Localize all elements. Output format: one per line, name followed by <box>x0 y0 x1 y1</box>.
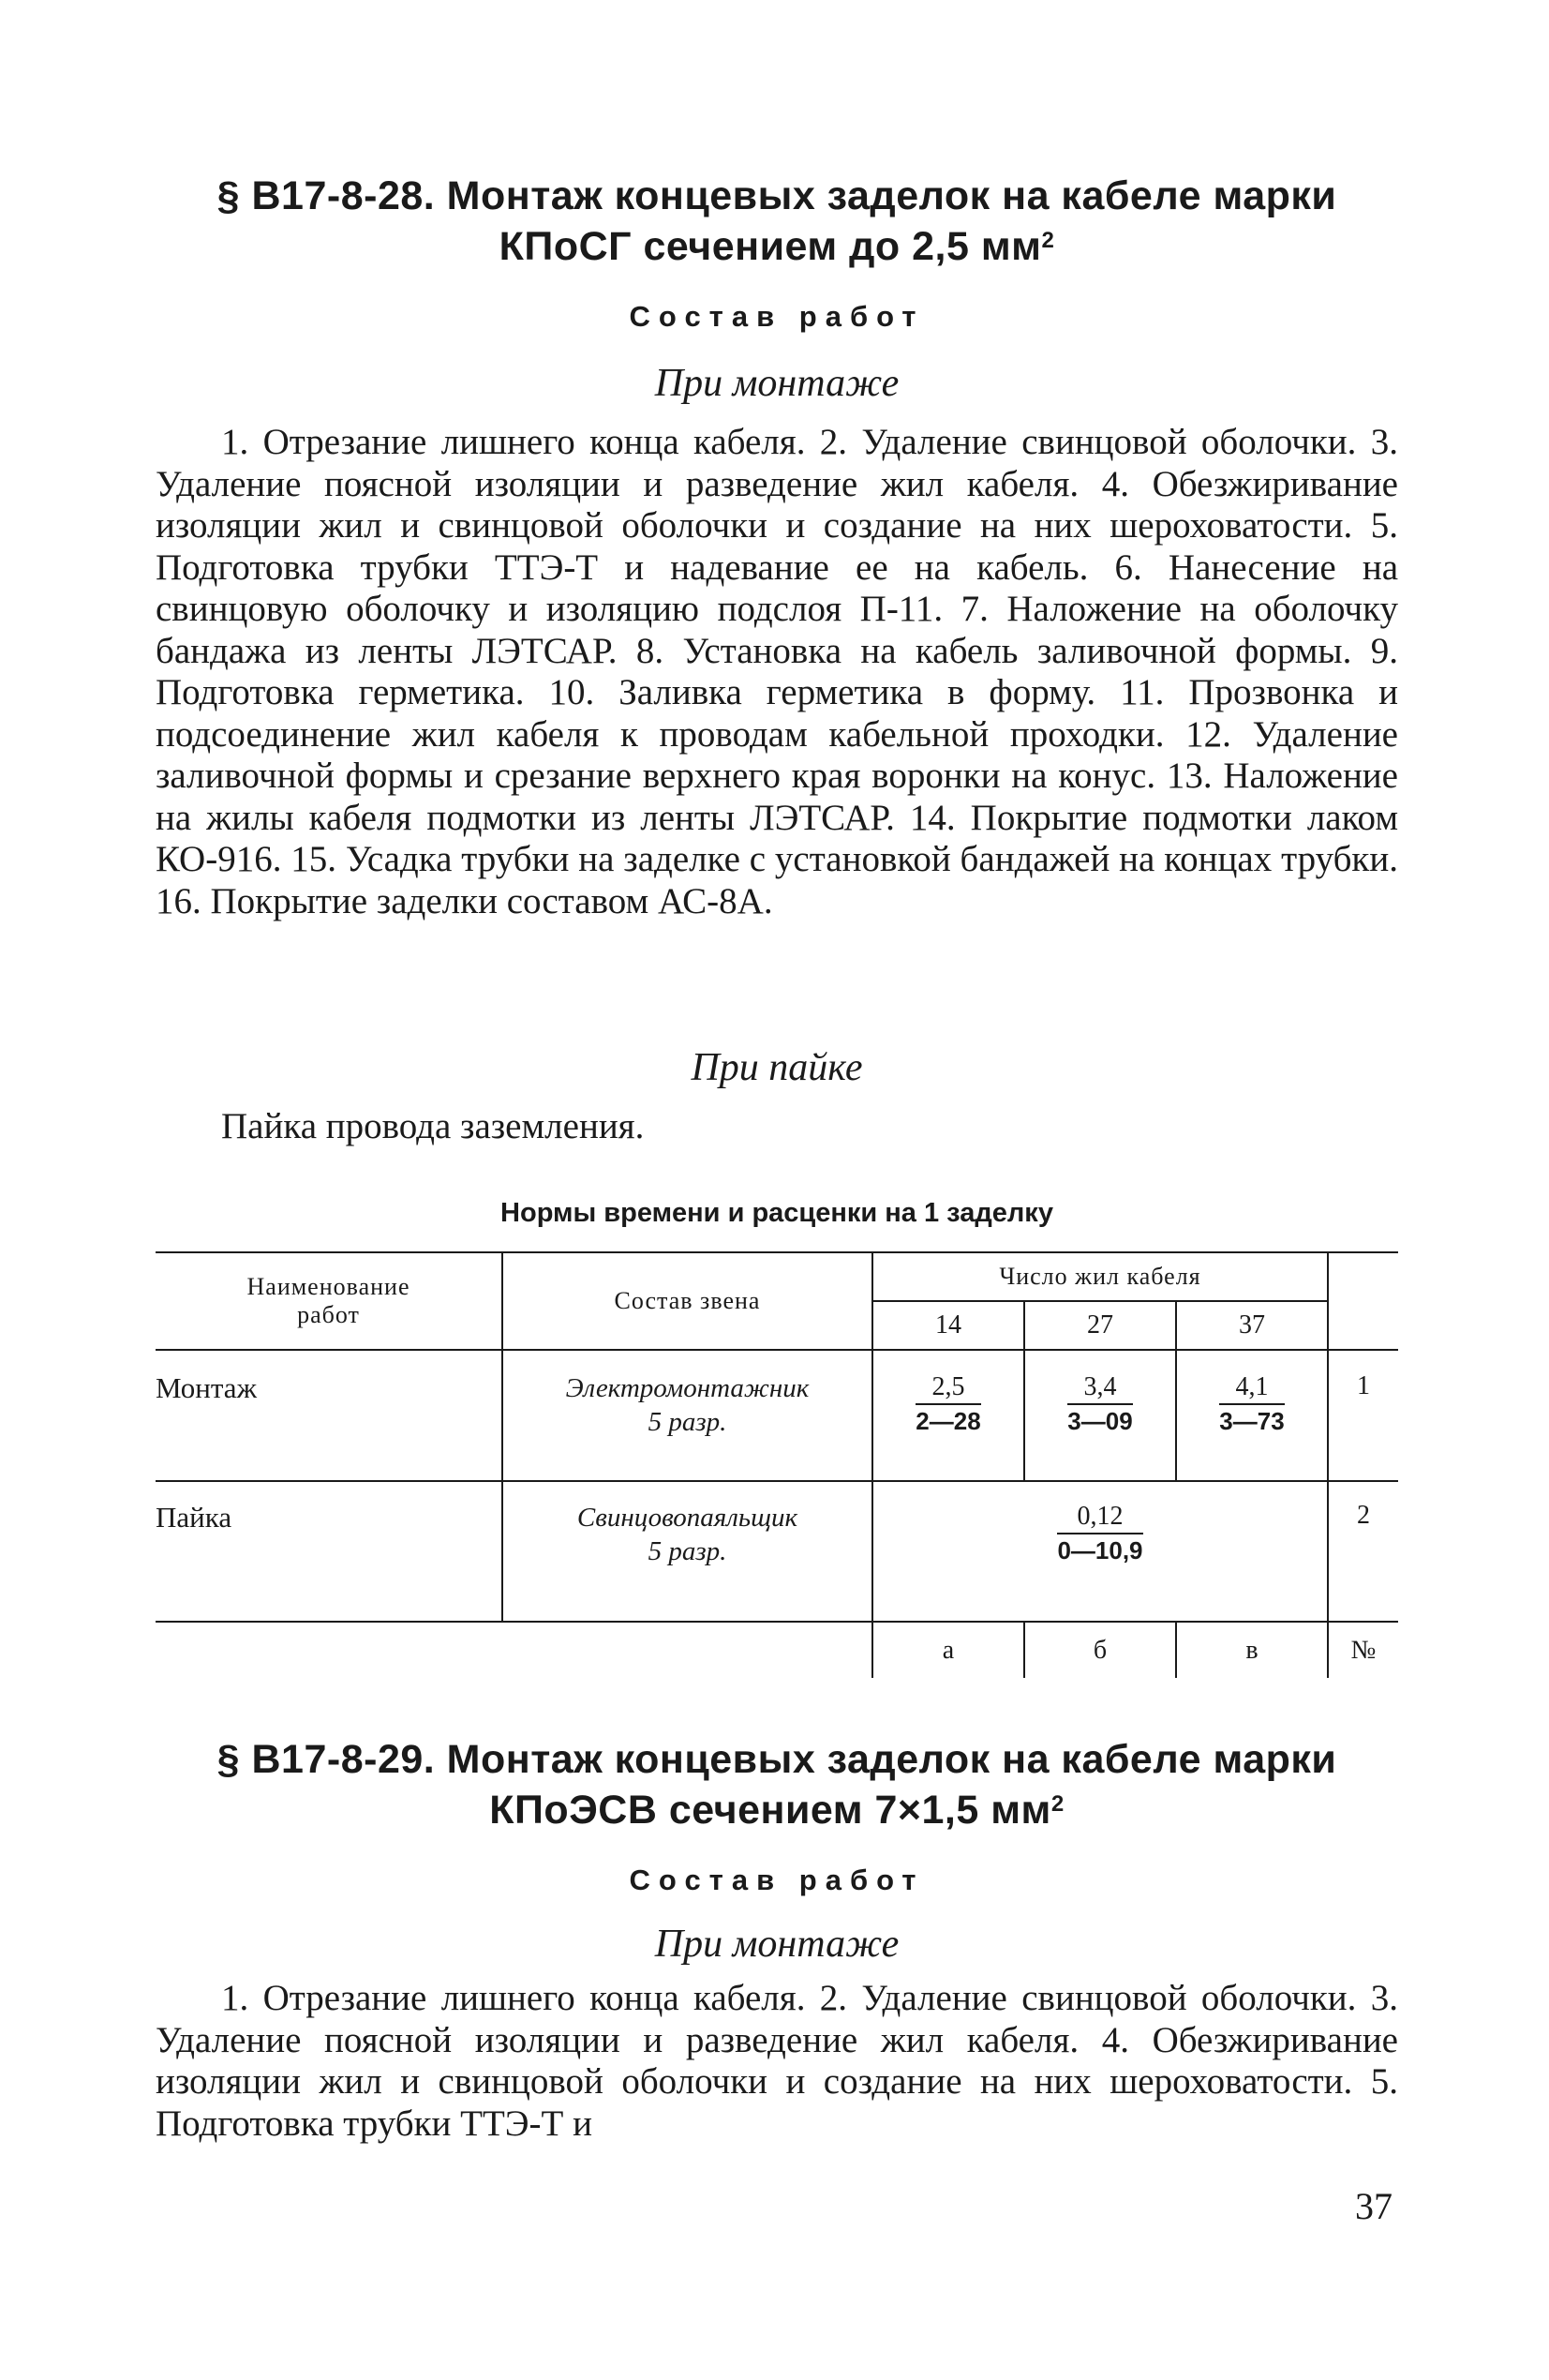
row-1-value-14 <box>872 1350 1024 1481</box>
section-2-title-line-1: § В17-8-29. Монтаж концевых заделок на кабеле марки <box>216 1737 1337 1782</box>
table-caption: Нормы времени и расценки на 1 заделку <box>500 1198 1053 1228</box>
row-2-norm: 0,12 <box>1057 1501 1142 1534</box>
footer-letter-a: а <box>872 1622 1024 1678</box>
core-count-14: 14 <box>872 1301 1024 1350</box>
core-count-27: 27 <box>1024 1301 1176 1350</box>
section-2-mount-text: 1. Отрезание лишнего конца кабеля. 2. Удаление свинцовой оболочки. 3. Удаление поясной изоляции и разведение жил кабеля. 4. Обезжиривание изоляции жил и свинцовой оболочки и создание на них шероховатости. 5. Подготовка трубки ТТЭ-Т и <box>156 1978 1398 2144</box>
section-1-mount-heading: При монтаже <box>654 362 900 405</box>
row-1-number: 1 <box>1357 1371 1370 1400</box>
section-2-mount-heading: При монтаже <box>654 1923 900 1966</box>
row-2-crew-grade: 5 разр. <box>648 1536 727 1566</box>
header-crew: Состав звена <box>502 1252 872 1350</box>
row-1-price-14: 2—28 <box>916 1407 981 1435</box>
row-1-crew-grade: 5 разр. <box>648 1407 727 1437</box>
row-1-norm-37: 4,1 <box>1219 1371 1284 1405</box>
row-1-crew <box>502 1350 872 1481</box>
section-1-title <box>156 171 1398 272</box>
row-2-crew-profession: Свинцовопаяльщик <box>576 1503 798 1533</box>
row-1-norm-14: 2,5 <box>916 1371 980 1405</box>
row-1-work: Монтаж <box>156 1350 502 1481</box>
row-1-fraction-27 <box>1067 1371 1132 1437</box>
section-1-title-line-1: § В17-8-28. Монтаж концевых заделок на кабеле марки <box>216 173 1337 218</box>
page-number: 37 <box>1355 2185 1393 2227</box>
section-1-solder-heading: При пайке <box>691 1046 863 1089</box>
header-cores: Число жил кабеля <box>872 1252 1328 1301</box>
table-footer-row <box>156 1622 1398 1678</box>
header-work: Наименование работ <box>156 1252 502 1350</box>
row-2-number: 2 <box>1328 1481 1398 1622</box>
section-1-mount-text: 1. Отрезание лишнего конца кабеля. 2. Удаление свинцовой оболочки. 3. Удаление поясной изоляции и разведение жил кабеля. 4. Обезжиривание изоляции жил и свинцовой оболочки и создание на них шероховатости. 5. Подготовка трубки ТТЭ-Т и надевание ее на кабель. 6. Нанесение на свинцовую оболочку и изоляцию подслоя П-11. 7. Наложение на оболочку бандажа из ленты ЛЭТСАР. 8. Установка на кабель заливочной формы. 9. Подготовка герметика. 10. Заливка герметика в форму. 11. Прозвонка и подсоединение жил кабеля к проводам кабельной проходки. 12. Удаление заливочной формы и срезание верхнего края воронки на конус. 13. Наложение на жилы кабеля подмотки из ленты ЛЭТСАР. 14. Покрытие подмотки лаком КО-916. 15. Усадка трубки на заделке с установкой бандажей на концах трубки. 16. Покрытие заделки составом АС-8А. <box>156 422 1398 921</box>
row-1-crew-profession: Электромонтажник <box>565 1373 810 1403</box>
table-header-row <box>156 1252 1398 1301</box>
core-count-37: 37 <box>1176 1301 1328 1350</box>
row-2-fraction <box>1057 1501 1142 1566</box>
row-1-value-37 <box>1176 1350 1328 1481</box>
row-2-crew <box>502 1481 872 1622</box>
footer-number-sign: № <box>1350 1635 1377 1665</box>
footer-letter-b: б <box>1024 1622 1176 1678</box>
row-2-merged-value <box>872 1481 1328 1622</box>
row-2-work: Пайка <box>156 1481 502 1622</box>
row-2-price: 0—10,9 <box>1057 1536 1143 1564</box>
table-row <box>156 1481 1398 1622</box>
section-1-composition-heading: Состав работ <box>629 300 925 333</box>
section-2-title <box>156 1734 1398 1835</box>
norms-table <box>156 1251 1398 1678</box>
header-number-blank <box>1328 1252 1398 1350</box>
row-1-price-37: 3—73 <box>1219 1407 1285 1435</box>
row-1-fraction-14 <box>916 1371 980 1437</box>
row-1-fraction-37 <box>1219 1371 1284 1437</box>
row-1-price-27: 3—09 <box>1067 1407 1133 1435</box>
section-1-title-line-2: КПоСГ сечением до 2,5 $мм^2$ <box>499 224 1055 269</box>
row-1-value-27 <box>1024 1350 1176 1481</box>
table-row <box>156 1350 1398 1481</box>
section-2-composition-heading: Состав работ <box>629 1864 925 1896</box>
footer-letter-v: в <box>1176 1622 1328 1678</box>
footer-blank-crew <box>502 1622 872 1678</box>
row-1-norm-27: 3,4 <box>1067 1371 1132 1405</box>
footer-blank-work <box>156 1622 502 1678</box>
section-1-solder-text: Пайка провода заземления. <box>221 1106 645 1146</box>
section-2-title-line-2: КПоЭСВ сечением 7×1,5 $мм^2$ <box>489 1788 1065 1833</box>
